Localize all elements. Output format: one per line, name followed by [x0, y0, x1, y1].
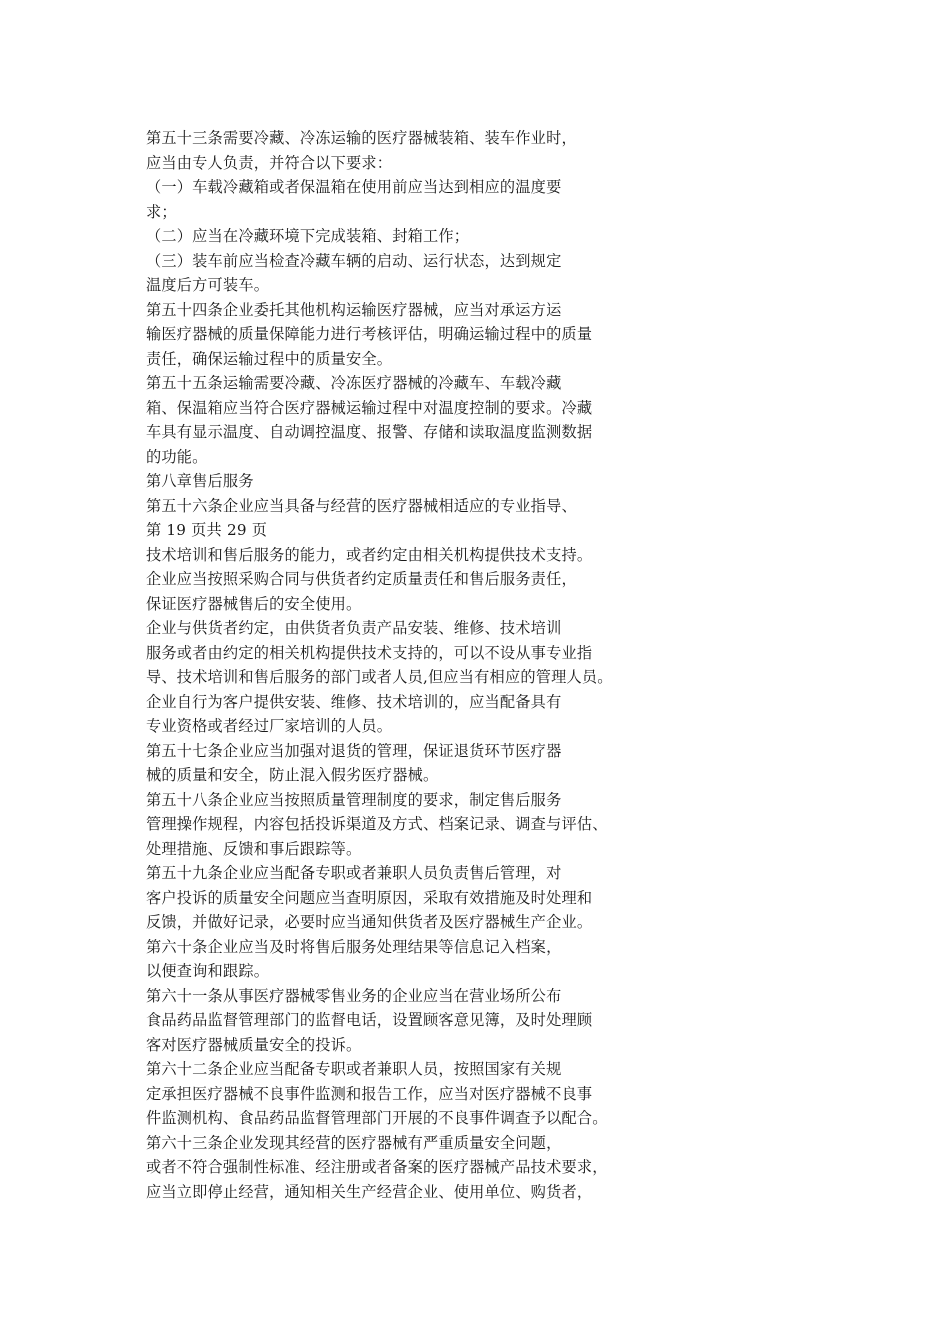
text-line: 定承担医疗器械不良事件监测和报告工作，应当对医疗器械不良事	[146, 1084, 593, 1103]
text-line: 第六十三条企业发现其经营的医疗器械有严重质量安全问题，	[146, 1133, 562, 1152]
text-line: 技术培训和售后服务的能力，或者约定由相关机构提供技术支持。	[146, 545, 593, 564]
text-line: 服务或者由约定的相关机构提供技术支持的，可以不设从事专业指	[146, 643, 593, 662]
text-line: 食品药品监督管理部门的监督电话，设置顾客意见簿，及时处理顾	[146, 1011, 593, 1029]
text-line: 第六十条企业应当及时将售后服务处理结果等信息记入档案，	[146, 937, 562, 956]
text-line: 客户投诉的质量安全问题应当查明原因，采取有效措施及时处理和	[146, 888, 593, 907]
text-line: 第六十二条企业应当配备专职或者兼职人员，按照国家有关规	[146, 1060, 562, 1078]
text-line: 客对医疗器械质量安全的投诉。	[146, 1035, 362, 1054]
text-line: 第五十七条企业应当加强对退货的管理，保证退货环节医疗器	[146, 741, 562, 760]
chapter-heading: 第八章售后服务	[146, 472, 254, 490]
text-line: 车具有显示温度、自动调控温度、报警、存储和读取温度监测数据	[146, 423, 593, 441]
text-line: （二）应当在冷藏环境下完成装箱、封箱工作；	[146, 227, 470, 245]
text-line: 以便查询和跟踪。	[146, 962, 270, 980]
text-line: 第五十四条企业委托其他机构运输医疗器械，应当对承运方运	[146, 300, 562, 319]
text-line: 保证医疗器械售后的安全使用。	[146, 594, 362, 613]
text-line: 第五十八条企业应当按照质量管理制度的要求，制定售后服务	[146, 790, 562, 809]
page-number: 第 19 页共 29 页	[146, 521, 268, 539]
text-line: 第五十三条需要冷藏、冷冻运输的医疗器械装箱、装车作业时，	[146, 129, 577, 147]
text-line: 第五十五条运输需要冷藏、冷冻医疗器械的冷藏车、车载冷藏	[146, 374, 562, 392]
text-line: 输医疗器械的质量保障能力进行考核评估，明确运输过程中的质量	[146, 325, 593, 343]
text-line: 第五十六条企业应当具备与经营的医疗器械相适应的专业指导、	[146, 496, 577, 515]
text-line: 处理措施、反馈和事后跟踪等。	[146, 839, 362, 858]
text-line: 责任，确保运输过程中的质量安全。	[146, 349, 393, 368]
text-line: 反馈，并做好记录，必要时应当通知供货者及医疗器械生产企业。	[146, 913, 593, 931]
text-line: 企业与供货者约定，由供货者负责产品安装、维修、技术培训	[146, 619, 562, 637]
text-line: （一）车载冷藏箱或者保温箱在使用前应当达到相应的温度要	[146, 178, 562, 196]
text-line: 温度后方可装车。	[146, 276, 270, 294]
text-line: 求；	[146, 202, 177, 221]
text-line: 件监测机构、食品药品监督管理部门开展的不良事件调查予以配合。	[146, 1109, 608, 1127]
text-line: 企业应当按照采购合同与供货者约定质量责任和售后服务责任，	[146, 570, 577, 588]
text-line: 箱、保温箱应当符合医疗器械运输过程中对温度控制的要求。冷藏	[146, 398, 593, 417]
text-line: 企业自行为客户提供安装、维修、技术培训的，应当配备具有	[146, 692, 562, 711]
text-line: 导、技术培训和售后服务的部门或者人员,但应当有相应的管理人员。	[146, 668, 613, 686]
text-line: 的功能。	[146, 447, 208, 466]
text-line: 应当由专人负责，并符合以下要求：	[146, 153, 393, 172]
text-line: 专业资格或者经过厂家培训的人员。	[146, 717, 393, 735]
text-line: 械的质量和安全，防止混入假劣医疗器械。	[146, 766, 439, 784]
text-line: 应当立即停止经营，通知相关生产经营企业、使用单位、购货者，	[146, 1182, 593, 1201]
document-body	[146, 126, 666, 1204]
text-line: 第五十九条企业应当配备专职或者兼职人员负责售后管理，对	[146, 864, 562, 882]
text-line: 第六十一条从事医疗器械零售业务的企业应当在营业场所公布	[146, 986, 562, 1005]
text-line: 管理操作规程，内容包括投诉渠道及方式、档案记录、调查与评估、	[146, 815, 608, 833]
text-line: （三）装车前应当检查冷藏车辆的启动、运行状态，达到规定	[146, 251, 562, 270]
text-line: 或者不符合强制性标准、经注册或者备案的医疗器械产品技术要求，	[146, 1158, 608, 1176]
